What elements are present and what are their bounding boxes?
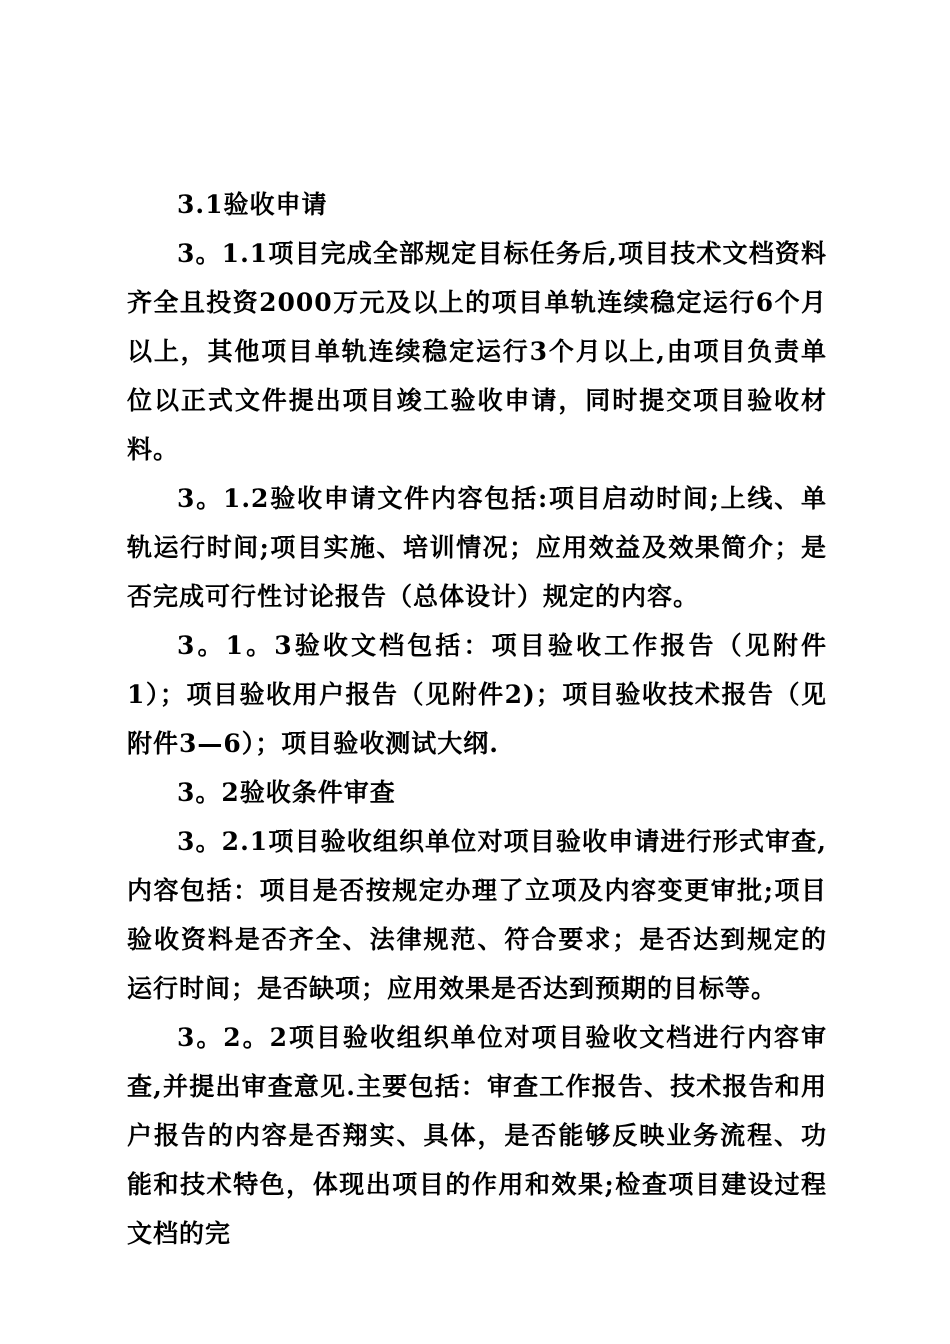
paragraph-3-1-2: 3。1.2验收申请文件内容包括:项目启动时间;上线、单轨运行时间;项目实施、培训情况；应用效益及效果简介；是否完成可行性讨论报告（总体设计）规定的内容。: [127, 484, 827, 611]
paragraph-3-1-3: 3。1。3验收文档包括：项目验收工作报告（见附件1）；项目验收用户报告（见附件2)；项目验收技术报告（见附件3—6）；项目验收测试大纲.: [127, 631, 827, 758]
paragraph-3-2-1: 3。2.1项目验收组织单位对项目验收申请进行形式审查,内容包括：项目是否按规定办理了立项及内容变更审批;项目验收资料是否齐全、法律规范、符合要求；是否达到规定的运行时间；是否缺项；应用效果是否达到预期的目标等。: [127, 827, 827, 1003]
section-heading-3-1: 3.1验收申请: [177, 190, 328, 219]
section-heading-3-2: 3。2验收条件审查: [177, 778, 396, 807]
paragraph-3-2-2: 3。2。2项目验收组织单位对项目验收文档进行内容审查,并提出审查意见.主要包括：审查工作报告、技术报告和用户报告的内容是否翔实、具体，是否能够反映业务流程、功能和技术特色，体现出项目的作用和效果;检查项目建设过程文档的完: [127, 1023, 827, 1248]
document-body: [127, 180, 827, 1258]
paragraph-3-1-1: 3。1.1项目完成全部规定目标任务后,项目技术文档资料齐全且投资2000万元及以上的项目单轨连续稳定运行6个月以上，其他项目单轨连续稳定运行3个月以上,由项目负责单位以正式文件提出项目竣工验收申请，同时提交项目验收材料。: [127, 239, 827, 464]
